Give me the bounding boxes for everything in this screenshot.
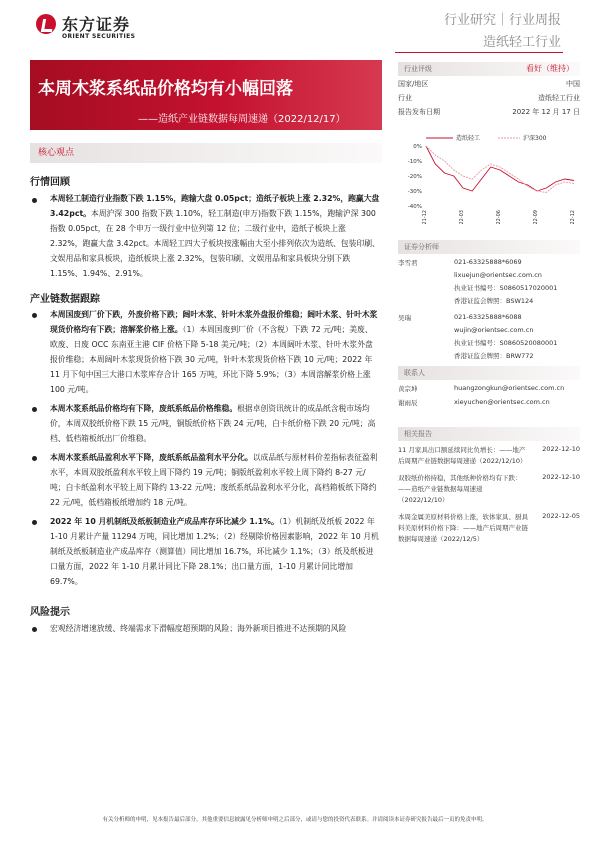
- x-tick-label: 2022-12: [570, 210, 576, 224]
- contact-name: 谢雨辰: [398, 399, 418, 407]
- report-subtitle: ——造纸产业链数据每周速递（2022/12/17）: [138, 114, 346, 125]
- contact-row: [398, 384, 580, 393]
- analyst-name: 李雪君: [398, 259, 418, 267]
- company-logo-icon: [36, 14, 56, 34]
- contact-email[interactable]: huangzongkun@orientsec.com.cn: [454, 384, 565, 392]
- chain-item-text: 以成品纸与原材料价差指标表征盈利水平，本周双胶纸盈利水平较上周下降约 19 元/吨；铜版纸盈利水平较上周下降约 8-27 元/吨；白卡纸盈利水平较上周下降约 13-22 元/吨；废纸系纸品盈利水平分化，高档箱板纸下降约 22 元/吨，低档箱板纸增加约 18 元/吨。: [50, 453, 378, 507]
- y-tick-label: -40%: [407, 204, 422, 210]
- market-review-paragraph: [50, 191, 380, 281]
- chain-item: [50, 401, 380, 446]
- related-report-date: 2022-12-05: [542, 512, 580, 520]
- analyst-hk-license: 香港证监会牌照：BRW772: [454, 352, 534, 360]
- related-label-bar: 相关报告: [398, 427, 580, 441]
- rating-key: 行业: [398, 94, 412, 102]
- chart-svg: [398, 124, 580, 224]
- related-report-title[interactable]: 本周金属美原材料价格上涨，软体家具、厨具料美原材料价格下降：——地产后周期产业链数据每周速递（2022/12/5）: [398, 513, 528, 543]
- section-title-market-review: 行情回顾: [30, 177, 70, 188]
- rating-row: [398, 93, 580, 103]
- contact-name: 黄宗坤: [398, 385, 418, 393]
- market-review-text: 本周沪深 300 指数下跌 1.10%，轻工制造(申万)指数下跌 1.15%，跑输沪深 300 指数 0.05pct，在 28 个申万一级行业中位列第 12 位；二级行业中，造纸子板块上涨 2.32%，跑赢大盘 3.42pct。本周轻工四大子板块按涨幅由大至小排列依次为造纸、包装印刷、文娱用品和家具板块，造纸板块上涨 2.32%，包装印刷、文娱用品和家具板块分别下跌 1.15%、1.94%、2.91%。: [50, 209, 380, 278]
- related-report-title[interactable]: 双胶纸价格持稳，其他纸种价格均有下跌：——造纸产业链数据每周速递（2022/12/10）: [398, 474, 522, 504]
- x-tick-label: 2022-09: [533, 210, 539, 224]
- analyst-block: [398, 313, 580, 360]
- rating-table: [398, 79, 580, 117]
- chain-item-lead: 2022 年 10 月机制纸及纸板制造业产成品库存环比减少 1.1%。: [50, 517, 279, 526]
- chain-item-lead: 本周国废到厂价下跌，外废价格下跌；阔叶木浆、针叶木浆外盘报价维稳；阔叶木浆、针叶木浆现货价格均有下跌；溶解浆价格上涨。: [50, 310, 378, 334]
- analyst-email[interactable]: wujin@orientsec.com.cn: [454, 326, 534, 334]
- industry-name: 造纸轻工行业: [482, 35, 561, 50]
- chain-item: [50, 307, 380, 397]
- bullet-icon: [32, 313, 37, 318]
- analyst-phone: 021-63325888*6088: [454, 313, 522, 321]
- section-title-risk: 风险提示: [30, 607, 70, 618]
- analyst-email[interactable]: lixuejun@orientsec.com.cn: [454, 271, 542, 279]
- chain-item: [50, 450, 380, 510]
- related-report-item[interactable]: [398, 512, 580, 545]
- related-report-item[interactable]: [398, 445, 580, 467]
- series-line-industry: [426, 146, 574, 191]
- rating-key: 国家/地区: [398, 80, 429, 88]
- y-tick-label: 0%: [413, 144, 422, 150]
- logo-chinese-name: 东方证券: [62, 15, 131, 34]
- bullet-icon: [32, 198, 37, 203]
- footer-disclaimer: 有关分析师的申明，见本报告最后部分。其他重要信息披露见分析师申明之后部分，或请与您的投资代表联系。并请阅读本证券研究报告最后一页的免责申明。: [102, 817, 488, 823]
- x-tick-label: 2022-06: [496, 210, 502, 224]
- legend-label-industry: 造纸轻工: [456, 135, 481, 142]
- bullet-icon: [32, 627, 37, 632]
- contact-list: [398, 384, 580, 407]
- rating-val: 2022 年 12 月 17 日: [512, 108, 580, 116]
- rating-label-bar: [398, 62, 580, 76]
- rating-row: [398, 107, 580, 117]
- analyst-phone: 021-63325888*6069: [454, 258, 522, 266]
- x-tick-label: 2022-03: [459, 210, 465, 224]
- market-review-lead: 本周轻工制造行业指数下跌 1.15%，跑输大盘 0.05pct；造纸子板块上涨 2.32%，跑赢大盘 3.42pct。: [50, 194, 380, 218]
- risk-paragraph: 宏观经济增速放缓、终端需求下滑幅度超预期的风险；海外新项目推进不达预期的风险: [50, 624, 347, 633]
- chain-item-lead: 本周木浆系纸品价格均有下降，废纸系纸品价格维稳。: [50, 404, 238, 413]
- chain-item-text: （1）本周国废到厂价（不含税）下跌 72 元/吨；美废、欧废、日废 OCC 东南亚主港 CIF 价格下降 5-18 美元/吨；（2）本周阔叶木浆、针叶木浆外盘报价维稳；本周阔叶木浆现货价格下跌 30 元/吨，针叶木浆现货价格下跌 10 元/吨；2022 年 11 月下旬中国三大港口木浆库存合计 165 万吨，环比下降 5.9%；（3）本周溶解浆价格上涨 100 元/吨。: [50, 325, 373, 394]
- report-title: 本周木浆系纸品价格均有小幅回落: [38, 79, 293, 99]
- series-line-hs300: [426, 146, 574, 193]
- bullet-icon: [32, 520, 37, 525]
- analyst-cert: 执业证书编号：S0860520080001: [454, 339, 558, 347]
- related-report-title[interactable]: 11 月家具出口额延续同比负增长：——地产后周期产业链数据每周速递（2022/12/10）: [398, 446, 527, 465]
- analyst-block: [398, 258, 580, 305]
- chain-item: [50, 514, 380, 589]
- performance-chart: [398, 124, 580, 224]
- analyst-cert: 执业证书编号：S0860517020001: [454, 284, 558, 292]
- legend-label-hs300: 沪深300: [523, 135, 547, 142]
- related-reports: [398, 445, 580, 545]
- analyst-hk-license: 香港证监会牌照：BSW124: [454, 297, 534, 305]
- rating-key: 报告发布日期: [398, 108, 440, 116]
- contact-email[interactable]: xieyuchen@orientsec.com.cn: [454, 398, 550, 406]
- x-tick-label: 2021-12: [422, 210, 428, 224]
- core-view-label: 核心观点: [30, 143, 382, 163]
- related-report-item[interactable]: [398, 473, 580, 506]
- report-category: [444, 10, 561, 54]
- bullet-icon: [32, 456, 37, 461]
- chain-item-text: （1）机制纸及纸板 2022 年 1-10 月累计产量 11294 万吨，同比增加 1.2%；（2）经剔除价格因素影响，2022 年 10 月机制纸及纸板制造业产成品库存（测算值）同比增加 16.7%，环比减少 1.1%；（3）纸及纸板进口量方面，2022 年 1-10 月累计同比下降 28.1%；出口量方面，1-10 月累计同比增加 69.7%。: [50, 517, 379, 586]
- rating-label: 行业评级: [404, 65, 432, 73]
- section-title-chain-tracking: 产业链数据跟踪: [30, 294, 100, 305]
- bullet-icon: [32, 407, 37, 412]
- contacts-label-bar: 联系人: [398, 366, 580, 380]
- analysts-label-bar: 证券分析师: [398, 240, 580, 254]
- analyst-name: 吴瑞: [398, 314, 411, 322]
- y-tick-label: -30%: [407, 189, 422, 195]
- rating-value: 看好（维持）: [526, 64, 574, 73]
- y-tick-label: -20%: [407, 174, 422, 180]
- report-type: 行业研究｜行业周报: [443, 13, 561, 28]
- related-report-date: 2022-12-10: [542, 473, 580, 481]
- related-report-date: 2022-12-10: [542, 445, 580, 453]
- logo-english-name: ORIENT SECURITIES: [62, 33, 136, 40]
- chain-item-text: 根据卓创资讯统计的成品纸含税市场均价，本周双胶纸价格下跌 15 元/吨，铜版纸价格下跌 24 元/吨，白卡纸价格下跌 20 元/吨；高档、低档箱板纸出厂价维稳。: [50, 404, 376, 443]
- contact-row: [398, 398, 580, 407]
- chain-item-lead: 本周木浆系纸品盈利水平下降，废纸系纸品盈利水平分化。: [50, 453, 253, 462]
- rating-row: [398, 79, 580, 89]
- y-tick-label: -10%: [407, 159, 422, 165]
- header-divider: [395, 52, 563, 53]
- rating-val: 中国: [566, 80, 580, 88]
- rating-val: 造纸轻工行业: [538, 94, 580, 102]
